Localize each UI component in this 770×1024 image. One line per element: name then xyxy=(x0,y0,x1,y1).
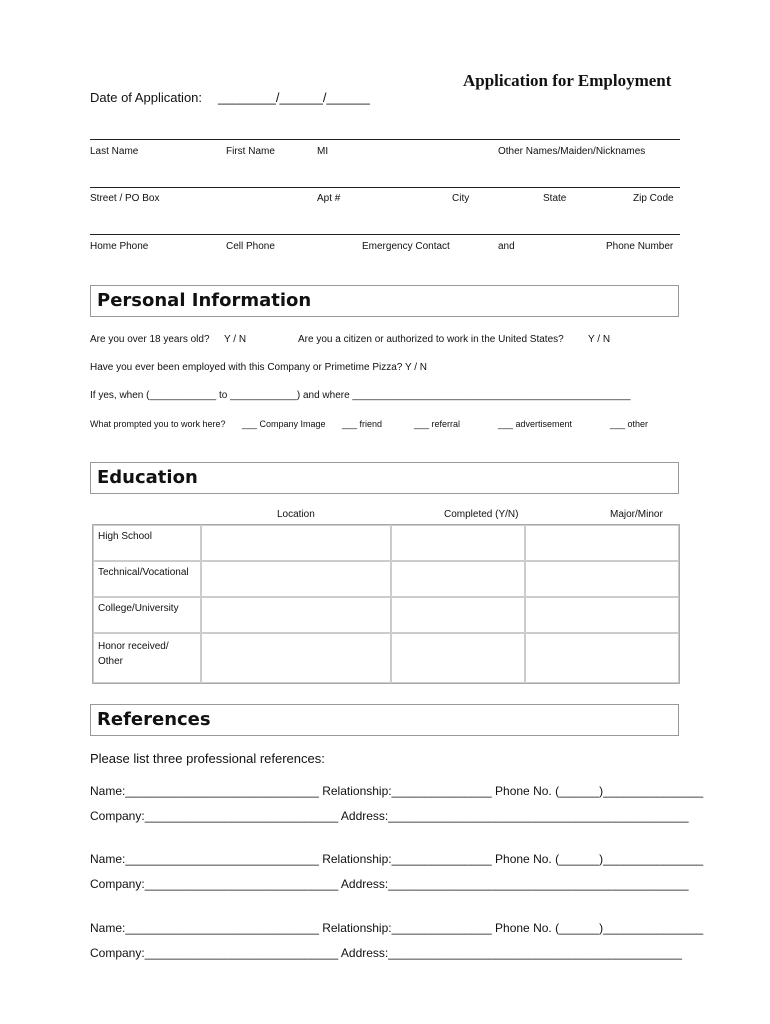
street-label: Street / PO Box xyxy=(90,193,160,204)
other-names-label: Other Names/Maiden/Nicknames xyxy=(498,146,646,157)
row-label-technical: Technical/Vocational xyxy=(93,561,201,597)
location-cell[interactable] xyxy=(201,561,391,597)
address-rule xyxy=(90,187,680,188)
major-cell[interactable] xyxy=(525,633,679,683)
date-of-application-field[interactable]: ________/______/______ xyxy=(218,90,370,105)
education-heading: Education xyxy=(97,467,198,488)
completed-column-header: Completed (Y/N) xyxy=(444,509,519,520)
option-referral[interactable]: ___ referral xyxy=(414,419,461,429)
education-header xyxy=(90,462,679,494)
apt-label: Apt # xyxy=(317,193,341,204)
citizen-question: Are you a citizen or authorized to work in the United States? xyxy=(298,334,564,345)
location-column-header: Location xyxy=(277,509,315,520)
option-friend[interactable]: ___ friend xyxy=(342,419,383,429)
city-label: City xyxy=(452,193,470,204)
personal-info-header xyxy=(90,285,679,317)
major-cell[interactable] xyxy=(525,597,679,633)
references-intro: Please list three professional references: xyxy=(90,751,325,766)
major-column-header: Major/Minor xyxy=(610,509,663,520)
reference-1-company-line[interactable]: Company:_____________________________ Address:_____________________________________________ xyxy=(90,809,689,823)
major-cell[interactable] xyxy=(525,561,679,597)
location-cell[interactable] xyxy=(201,597,391,633)
completed-cell[interactable] xyxy=(391,633,525,683)
date-of-application-label: Date of Application: xyxy=(90,90,203,105)
phone-number-label: Phone Number xyxy=(606,241,674,252)
table-row xyxy=(93,633,679,683)
reference-3-company-line[interactable]: Company:_____________________________ Address:____________________________________________ xyxy=(90,946,682,960)
reference-2-company-line[interactable]: Company:_____________________________ Address:_____________________________________________ xyxy=(90,877,689,891)
cell-phone-label: Cell Phone xyxy=(226,241,275,252)
option-other[interactable]: ___ other xyxy=(610,419,649,429)
education-table xyxy=(92,524,680,684)
completed-cell[interactable] xyxy=(391,561,525,597)
state-label: State xyxy=(543,193,567,204)
when-where-question[interactable]: If yes, when (____________ to ____________) and where __________________________________________________ xyxy=(90,390,631,401)
reference-1-name-line[interactable]: Name:_____________________________ Relationship:_______________ Phone No. (______)_______________ xyxy=(90,784,704,798)
references-header xyxy=(90,704,679,736)
location-cell[interactable] xyxy=(201,633,391,683)
row-label-high-school: High School xyxy=(93,525,201,561)
employed-question: Have you ever been employed with this Company or Primetime Pizza? Y / N xyxy=(90,362,428,373)
home-phone-label: Home Phone xyxy=(90,241,149,252)
age-yes-no[interactable]: Y / N xyxy=(224,334,247,345)
table-row xyxy=(93,561,679,597)
last-name-label: Last Name xyxy=(90,146,139,157)
major-cell[interactable] xyxy=(525,525,679,561)
row-label-college: College/University xyxy=(93,597,201,633)
citizen-yes-no[interactable]: Y / N xyxy=(588,334,611,345)
age-question: Are you over 18 years old? xyxy=(90,334,210,345)
reference-3-name-line[interactable]: Name:_____________________________ Relationship:_______________ Phone No. (______)_______________ xyxy=(90,921,704,935)
zip-label: Zip Code xyxy=(633,193,674,204)
location-cell[interactable] xyxy=(201,525,391,561)
completed-cell[interactable] xyxy=(391,525,525,561)
reference-2-name-line[interactable]: Name:_____________________________ Relationship:_______________ Phone No. (______)_______________ xyxy=(90,852,704,866)
table-row xyxy=(93,525,679,561)
first-name-label: First Name xyxy=(226,146,275,157)
personal-info-heading: Personal Information xyxy=(97,290,312,311)
completed-cell[interactable] xyxy=(391,597,525,633)
phone-rule xyxy=(90,234,680,235)
prompted-question: What prompted you to work here? xyxy=(90,419,226,429)
name-rule xyxy=(90,139,680,140)
references-heading: References xyxy=(97,709,211,730)
row-label-honor: Honor received/ Other xyxy=(93,633,201,683)
and-label: and xyxy=(498,241,515,252)
option-company-image[interactable]: ___ Company Image xyxy=(242,419,326,429)
option-advertisement[interactable]: ___ advertisement xyxy=(498,419,573,429)
page-title: Application for Employment xyxy=(463,71,672,90)
mi-label: MI xyxy=(317,146,329,157)
table-row xyxy=(93,597,679,633)
emergency-contact-label: Emergency Contact xyxy=(362,241,450,252)
